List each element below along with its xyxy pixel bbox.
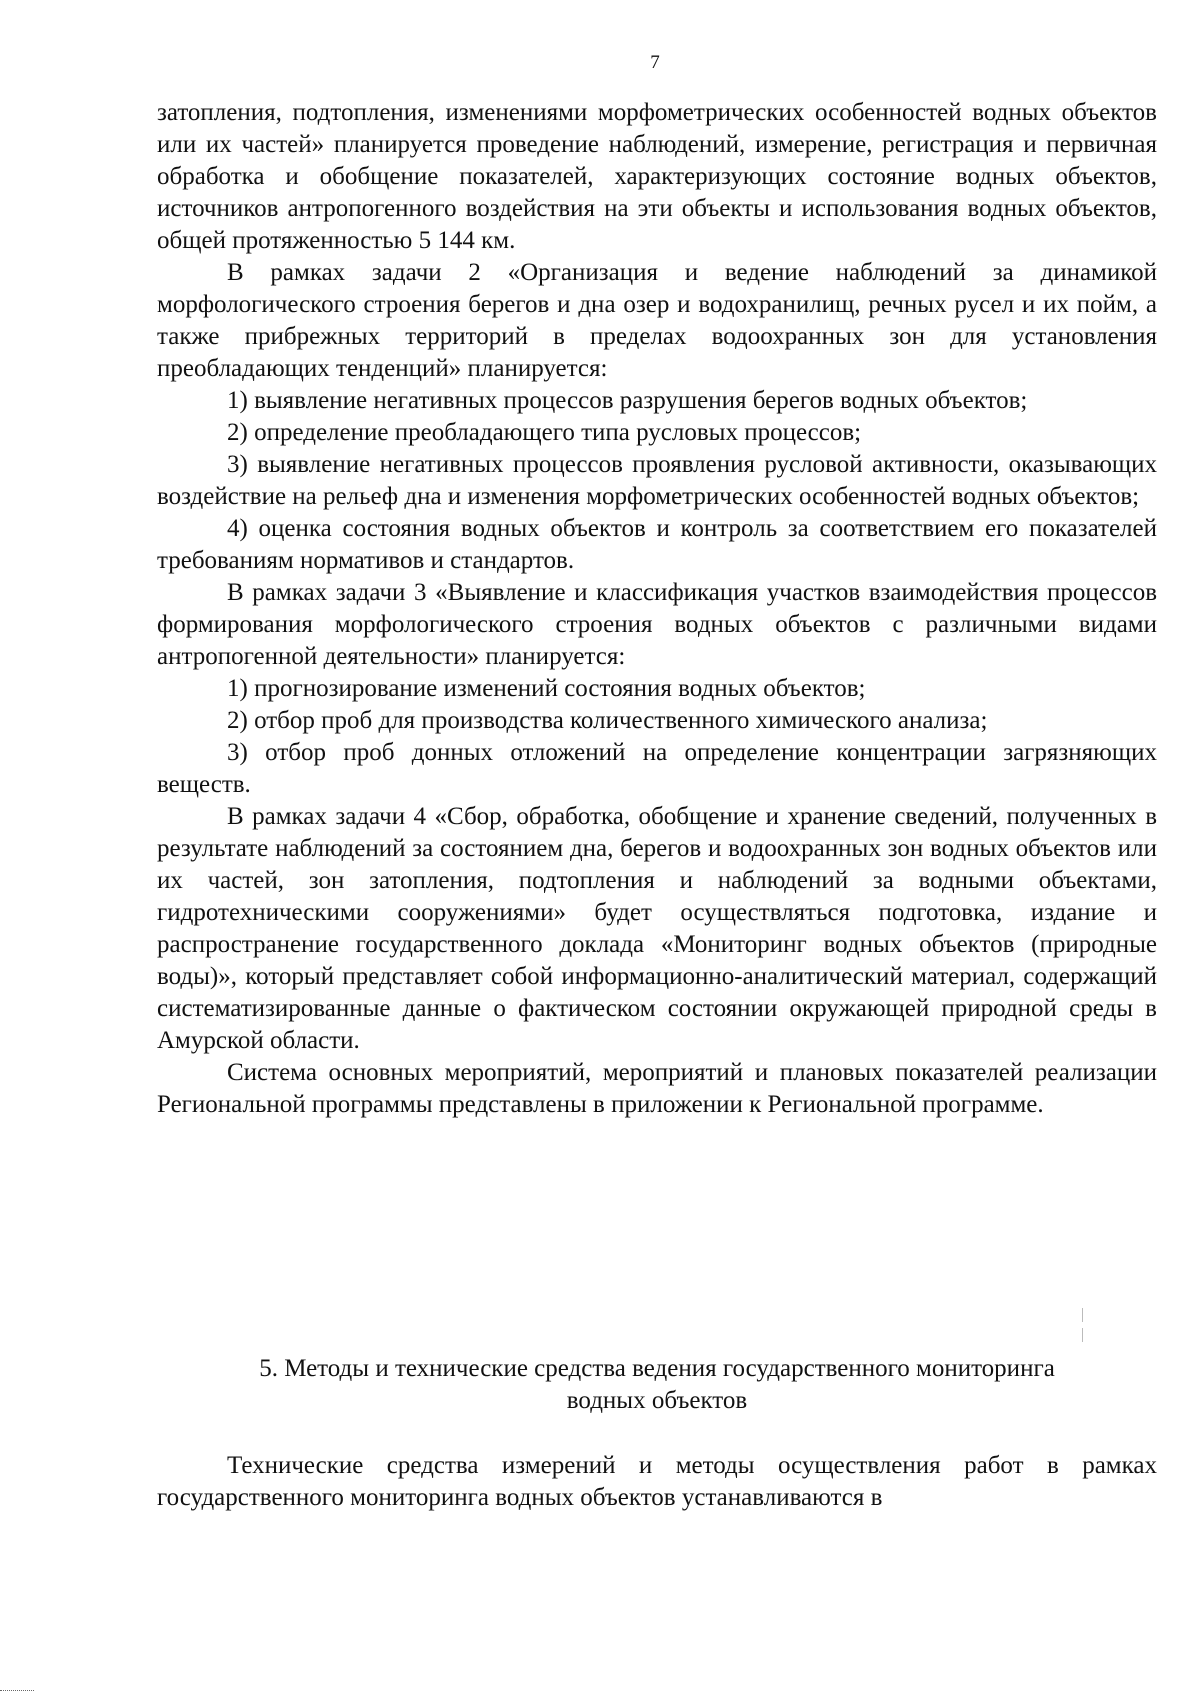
list-item-task-2-1: 1) выявление негативных процессов разрушения берегов водных объектов; <box>227 387 1028 414</box>
paragraph-task-2: В рамках задачи 2 «Организация и ведение наблюдений за динамикой морфологического строения берегов и дна озер и водохранилищ, речных русел и их пойм, а также прибрежных территорий в пределах водоохранных зон для установления преобладающих тенденций» планируется: <box>157 259 1157 382</box>
page-number: 7 <box>650 52 660 73</box>
list-item-task-2-2: 2) определение преобладающего типа русловых процессов; <box>227 419 862 446</box>
section-title-line-2: водных объектов <box>566 1387 748 1414</box>
paragraph-task-4: В рамках задачи 4 «Сбор, обработка, обобщение и хранение сведений, полученных в результате наблюдений за состоянием дна, берегов и водоохранных зон водных объектов или их частей, зон затопления, подтопления и наблюдений за водными объектами, гидротехническими сооружениями» будет осуществляться подготовка, издание и распространение государственного доклада «Мониторинг водных объектов (природные воды)», который представляет собой информационно-аналитический материал, содержащий систематизированные данные о фактическом состоянии окружающей природной среды в Амурской области. <box>157 803 1157 1054</box>
list-item-task-3-3: 3) отбор проб донных отложений на определение концентрации загрязняющих веществ. <box>157 739 1157 798</box>
paragraph-system: Система основных мероприятий, мероприятий и плановых показателей реализации Региональной программы представлены в приложении к Региональной программе. <box>157 1059 1157 1118</box>
section-body <box>157 1450 1157 1514</box>
paragraph-continuation: затопления, подтопления, изменениями морфометрических особенностей водных объектов или их частей» планируется проведение наблюдений, измерение, регистрация и первичная обработка и обобщение показателей, характеризующих состояние водных объектов, источников антропогенного воздействия на эти объекты и использования водных объектов, общей протяженностью 5 144 км. <box>157 99 1157 254</box>
paragraph-task-3: В рамках задачи 3 «Выявление и классификация участков взаимодействия процессов формирования морфологического строения водных объектов с различными видами антропогенной деятельности» планируется: <box>157 579 1157 670</box>
list-item-task-3-2: 2) отбор проб для производства количественного химического анализа; <box>227 707 988 734</box>
section-heading <box>157 1353 1157 1417</box>
body-text <box>157 97 1157 1121</box>
scan-margin-mark <box>1082 1308 1083 1322</box>
scan-edge-mark <box>0 1690 34 1692</box>
section-title-line-1: 5. Методы и технические средства ведения государственного мониторинга <box>259 1355 1055 1382</box>
list-item-task-2-3: 3) выявление негативных процессов проявления русловой активности, оказывающих воздействие на рельеф дна и изменения морфометрических особенностей водных объектов; <box>157 451 1157 510</box>
scan-margin-mark <box>1082 1328 1083 1342</box>
list-item-task-3-1: 1) прогнозирование изменений состояния водных объектов; <box>227 675 866 702</box>
list-item-task-2-4: 4) оценка состояния водных объектов и контроль за соответствием его показателей требованиям нормативов и стандартов. <box>157 515 1157 574</box>
paragraph-technical-means: Технические средства измерений и методы осуществления работ в рамках государственного мониторинга водных объектов устанавливаются в <box>157 1452 1157 1511</box>
